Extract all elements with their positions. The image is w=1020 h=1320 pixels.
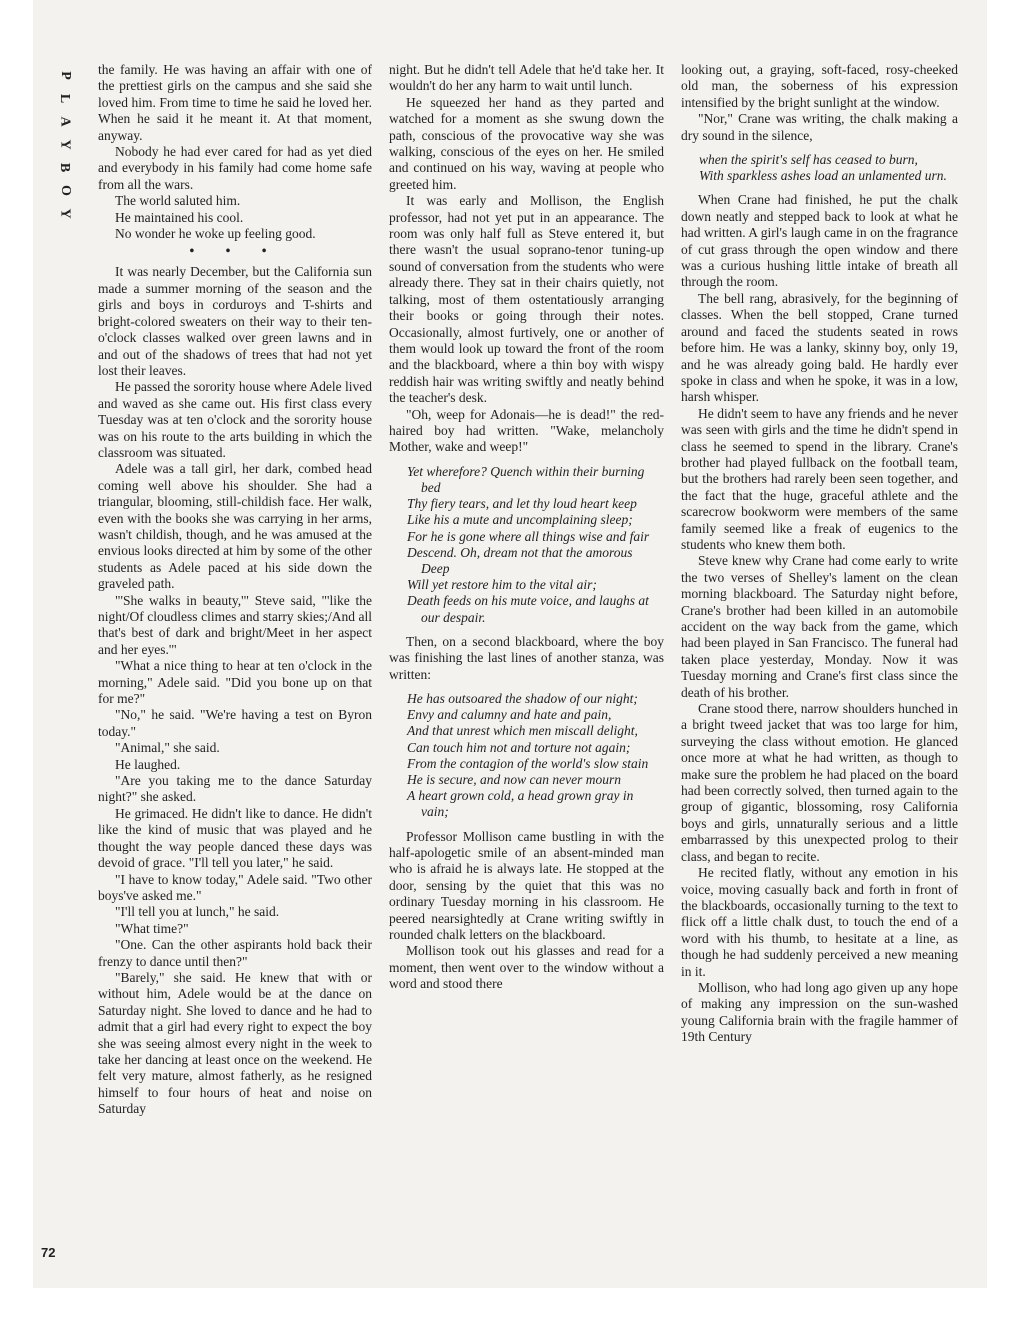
paragraph: the family. He was having an affair with one of the prettiest girls on the campus and she said she loved him. From time to time he said he loved her. When he said it he meant it. At that moment, anyway.: [98, 62, 372, 143]
paragraph: He passed the sorority house where Adele lived and waved as she came out. His first class every Tuesday was at ten o'clock and the sorority house was on his route to the arts building in which the classroom was situated.: [98, 379, 372, 460]
paragraph: No wonder he woke up feeling good.: [115, 226, 316, 242]
poem-line: From the contagion of the world's slow stain: [407, 755, 649, 771]
paragraph: He didn't seem to have any friends and he never was seen with girls and the time he didn't spend in class he seemed to spend in the library. Crane's brother had played fullback on the football team, but the brothers had rarely been seen together, and the fact that the huge, graceful athlete and the scarecrow bookworm were members of the same family seemed like a freak of eugenics to the students who knew them both.: [681, 405, 958, 552]
paragraph-group: [389, 634, 664, 683]
paragraph: When Crane had finished, he put the chalk down neatly and stepped back to look at what he had written. A girl's laugh came in on the fragrance of cut grass through the open window and there was a curious hushing little intake of breath all through the room.: [681, 192, 958, 290]
paragraph: "Animal," she said.: [115, 740, 220, 756]
poem-line: Thy fiery tears, and let thy loud heart keep: [407, 496, 637, 512]
paragraph-group: [389, 62, 664, 456]
poem-line: And that unrest which men miscall delight,: [407, 723, 638, 739]
poem-line: He is secure, and now can never mourn: [407, 772, 621, 788]
paragraph: "'She walks in beauty,'" Steve said, "'like the night/Of cloudless climes and starry skies;/And all that's best of dark and bright/Meet in her aspect and her eyes.'": [98, 592, 372, 657]
paragraph: He recited flatly, without any emotion in his voice, moving casually back and forth in front of the blackboards, occasionally turning to the text to flick off a little chalk dust, to touch the end of a word with his thumb, to hesitate at a line, as though he had suddenly perceived a new meaning in it.: [681, 865, 958, 979]
paragraph: Professor Mollison came bustling in with the half-apologetic smile of an absent-minded man who is afraid he is always late. He stopped at the door, sensing by the quiet that this was no ordinary Tuesday morning in his classroom. He peered nearsightedly at Crane writing swiftly in rounded chalk letters on the blackboard.: [389, 828, 664, 943]
poem-line: He has outsoared the shadow of our night;: [407, 691, 638, 706]
paragraph: Nobody he had ever cared for had as yet died and everybody in his family had come home safe from all the wars.: [98, 144, 372, 192]
paragraph: Then, on a second blackboard, where the boy was finishing the last lines of another stanza, was written:: [389, 633, 664, 682]
paragraph: "One. Can the other aspirants hold back their frenzy to dance until then?": [98, 937, 372, 969]
poem-block: [407, 464, 664, 626]
paragraph: The world saluted him.: [115, 193, 241, 209]
poem-line: Can touch him not and torture not again;: [407, 739, 631, 755]
masthead-vertical: [55, 64, 75, 225]
paragraph: Adele was a tall girl, her dark, combed head coming well above his shoulder. She had a triangular, blooming, still-childish face. Her walk, even with the books she was carrying in her arms, wasn't childish, though, and he was amused at the envious looks directed at him by some of the other students as Adele paced at his side down the graveled path.: [98, 461, 372, 592]
paragraph: night. But he didn't tell Adele that he'd take her. It wouldn't do her any harm to wait until lunch.: [389, 62, 664, 94]
paragraph: It was early and Mollison, the English professor, had not yet put in an appearance. The room was only half full as Steve entered it, but there wasn't the usual soprano-tenor tuning-up sound of conversation from the students who were already there. They sat in their chairs quietly, not talking, most of them ostentatiously arranging their books or going through their notes. Occasionally, almost furtively, one or another of them would look up toward the front of the room and the blackboard, where a thin boy with wispy reddish hair was writing swiftly and neatly behind the teacher's desk.: [389, 193, 664, 406]
paragraph-group: [98, 62, 372, 242]
masthead-letter: Y: [57, 139, 73, 150]
paragraph: He grimaced. He didn't like to dance. He didn't like the kind of music that was played and he thought the way people danced these days was devoid of grace. "I'll tell you later," he said.: [98, 805, 372, 871]
paragraph-group: [681, 62, 958, 144]
paragraph: It was nearly December, but the California sun made a summer morning of the season and the girls and boys in corduroys and T-shirts and bright-colored sweaters on their way to their ten-o'clock classes walked over green lawns and in and out of the shadows of trees that had not yet lost their leaves.: [98, 264, 372, 378]
paragraph-group: [681, 192, 958, 1045]
paragraph: "I have to know today," Adele said. "Two other boys've asked me.": [98, 871, 372, 903]
paragraph: "Are you taking me to the dance Saturday night?" she asked.: [98, 773, 372, 805]
paragraph: He squeezed her hand as they parted and watched for a moment as she swung down the path, conscious of the provocative way she was walking, conscious of the eyes on her. He smiled and continued on his way, waving at people who greeted him.: [389, 94, 664, 192]
paragraph: The bell rang, abrasively, for the beginning of classes. When the bell stopped, Crane turned around and faced the students seated in rows before him. He was a lanky, skinny boy, only 19, and he was already going bald. He hardly ever spoke in class and when he spoke, it was in a low, harsh whisper.: [681, 290, 958, 405]
section-separator: • • •: [189, 243, 281, 259]
poem-block: [407, 691, 664, 821]
paragraph: looking out, a graying, soft-faced, rosy-cheeked old man, the soberness of his expression intensified by the bright sunlight at the window.: [681, 62, 958, 110]
poem-line: Will yet restore him to the vital air;: [407, 577, 597, 593]
masthead-letter: B: [57, 162, 73, 173]
paragraph: Crane stood there, narrow shoulders hunched in a bright tweed jacket that was too large for him, surveying the class without emotion. He glanced once more at what he had written, as though to make sure the problem he had placed on the board had been correctly solved, then turned again to the group of gigantic, blossoming, rosy California boys and girls, unnaturally serious and a little embarrassed by this unexpected prolog to their class, and began to recite.: [681, 701, 958, 864]
page-number: 72: [41, 1245, 56, 1260]
paragraph-group: [389, 829, 664, 993]
text-column-2: [389, 62, 664, 993]
paragraph: Mollison took out his glasses and read for a moment, then went over to the window without a word and stood there: [389, 943, 664, 992]
masthead-letter: A: [57, 116, 73, 127]
poem-line: Death feeds on his mute voice, and laughs at our despair.: [407, 593, 649, 625]
magazine-page: [33, 0, 987, 1288]
paragraph: "Oh, weep for Adonais—he is dead!" the red-haired boy had written. "Wake, melancholy Mother, wake and weep!": [389, 406, 664, 455]
paragraph: Steve knew why Crane had come early to write the two verses of Shelley's lament on the clean morning blackboard. The Saturday night before, Crane's brother had been killed in an automobile accident on the way back from the game, which had been played in San Francisco. The funeral had taken place yesterday, Monday. Now it was Tuesday morning and Crane's first class since the death of his brother.: [681, 553, 958, 700]
paragraph: He maintained his cool.: [115, 209, 244, 225]
poem-line: With sparkless ashes load an unlamented urn.: [699, 168, 947, 184]
poem-block: [699, 152, 958, 184]
masthead-letter: L: [57, 93, 73, 104]
paragraph: He laughed.: [115, 756, 181, 772]
masthead-letter: O: [57, 185, 73, 196]
poem-line: Descend. Oh, dream not that the amorous Deep: [407, 544, 633, 576]
poem-line: when the spirit's self has ceased to burn,: [699, 152, 918, 168]
poem-line: Yet wherefore? Quench within their burning bed: [407, 463, 645, 495]
poem-line: Like his a mute and uncomplaining sleep;: [407, 512, 633, 528]
poem-line: For he is gone where all things wise and fair: [407, 528, 650, 544]
paragraph: "What time?": [115, 920, 189, 936]
paragraph-group: [98, 264, 372, 1117]
poem-line: Envy and calumny and hate and pain,: [407, 707, 612, 723]
paragraph: "Nor," Crane was writing, the chalk making a dry sound in the silence,: [681, 111, 958, 143]
paragraph: "What a nice thing to hear at ten o'clock in the morning," Adele said. "Did you bone up on that for me?": [98, 658, 372, 707]
text-column-1: [98, 62, 372, 1118]
masthead-letter: Y: [57, 208, 73, 219]
masthead-letter: P: [57, 71, 73, 80]
paragraph: Mollison, who had long ago given up any hope of making any impression on the sun-washed young California brain with the fragile hammer of 19th Century: [681, 979, 958, 1045]
paragraph: "I'll tell you at lunch," he said.: [115, 904, 280, 920]
paragraph: "No," he said. "We're having a test on Byron today.": [98, 707, 372, 739]
poem-line: A heart grown cold, a head grown gray in vain;: [407, 788, 634, 820]
paragraph: "Barely," she said. He knew that with or without him, Adele would be at the dance on Saturday night. She loved to dance and he had to admit that a girl had every right to expect the boy she was seeing almost every night in the week to take her dancing at least once on the weekend. He felt very mature, almost fatherly, as he resigned himself to four hours of heat and noise on Saturday: [98, 969, 372, 1117]
text-column-3: [681, 62, 958, 1046]
